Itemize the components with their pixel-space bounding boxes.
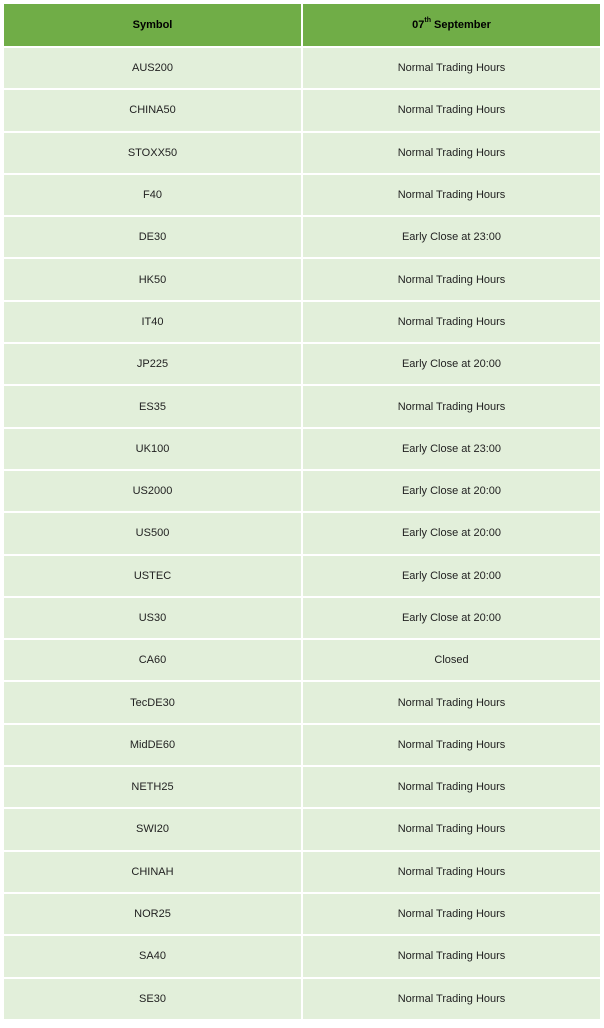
status-cell: Normal Trading Hours: [302, 385, 600, 427]
status-cell: Normal Trading Hours: [302, 301, 600, 343]
table-row: [4, 512, 600, 554]
status-cell: Normal Trading Hours: [302, 724, 600, 766]
status-cell: Early Close at 23:00: [302, 428, 600, 470]
symbol-cell: NETH25: [4, 766, 302, 808]
status-cell: Normal Trading Hours: [302, 174, 600, 216]
header-date: [302, 4, 600, 47]
status-cell: Normal Trading Hours: [302, 978, 600, 1020]
status-cell: Early Close at 20:00: [302, 470, 600, 512]
header-row: [4, 4, 600, 47]
symbol-cell: ES35: [4, 385, 302, 427]
status-cell: Normal Trading Hours: [302, 766, 600, 808]
status-cell: Normal Trading Hours: [302, 851, 600, 893]
table-row: [4, 639, 600, 681]
symbol-cell: TecDE30: [4, 681, 302, 723]
symbol-cell: JP225: [4, 343, 302, 385]
table-row: [4, 470, 600, 512]
table-row: [4, 428, 600, 470]
symbol-cell: MidDE60: [4, 724, 302, 766]
symbol-cell: CHINAH: [4, 851, 302, 893]
header-date-month: September: [430, 19, 491, 31]
table-row: [4, 724, 600, 766]
symbol-cell: UK100: [4, 428, 302, 470]
symbol-cell: NOR25: [4, 893, 302, 935]
status-cell: Early Close at 20:00: [302, 555, 600, 597]
table-row: [4, 893, 600, 935]
table-row: [4, 851, 600, 893]
status-cell: Normal Trading Hours: [302, 681, 600, 723]
header-symbol: Symbol: [4, 4, 302, 47]
table-row: [4, 766, 600, 808]
table-row: [4, 258, 600, 300]
table-row: [4, 978, 600, 1020]
symbol-cell: USTEC: [4, 555, 302, 597]
table-row: [4, 555, 600, 597]
trading-hours-table: [4, 4, 600, 1021]
symbol-cell: F40: [4, 174, 302, 216]
status-cell: Normal Trading Hours: [302, 89, 600, 131]
table-row: [4, 681, 600, 723]
symbol-cell: CA60: [4, 639, 302, 681]
symbol-cell: SWI20: [4, 808, 302, 850]
table-row: [4, 385, 600, 427]
symbol-cell: DE30: [4, 216, 302, 258]
table-row: [4, 216, 600, 258]
status-cell: Normal Trading Hours: [302, 935, 600, 977]
table-row: [4, 597, 600, 639]
symbol-cell: IT40: [4, 301, 302, 343]
table-row: [4, 343, 600, 385]
table-body: [4, 47, 600, 1020]
table-row: [4, 89, 600, 131]
symbol-cell: HK50: [4, 258, 302, 300]
table-row: [4, 301, 600, 343]
trading-hours-table-container: [4, 4, 600, 1021]
status-cell: Early Close at 20:00: [302, 512, 600, 554]
table-row: [4, 132, 600, 174]
symbol-cell: US2000: [4, 470, 302, 512]
status-cell: Normal Trading Hours: [302, 893, 600, 935]
status-cell: Normal Trading Hours: [302, 47, 600, 89]
header-date-day: 07: [412, 19, 425, 31]
status-cell: Early Close at 20:00: [302, 343, 600, 385]
status-cell: Normal Trading Hours: [302, 808, 600, 850]
symbol-cell: AUS200: [4, 47, 302, 89]
symbol-cell: US500: [4, 512, 302, 554]
table-row: [4, 808, 600, 850]
symbol-cell: CHINA50: [4, 89, 302, 131]
status-cell: Closed: [302, 639, 600, 681]
table-row: [4, 174, 600, 216]
symbol-cell: US30: [4, 597, 302, 639]
symbol-cell: STOXX50: [4, 132, 302, 174]
status-cell: Normal Trading Hours: [302, 258, 600, 300]
table-row: [4, 935, 600, 977]
header-date-suffix: th: [424, 17, 431, 25]
symbol-cell: SE30: [4, 978, 302, 1020]
status-cell: Early Close at 23:00: [302, 216, 600, 258]
table-header: [4, 4, 600, 47]
status-cell: Normal Trading Hours: [302, 132, 600, 174]
status-cell: Early Close at 20:00: [302, 597, 600, 639]
symbol-cell: SA40: [4, 935, 302, 977]
table-row: [4, 47, 600, 89]
